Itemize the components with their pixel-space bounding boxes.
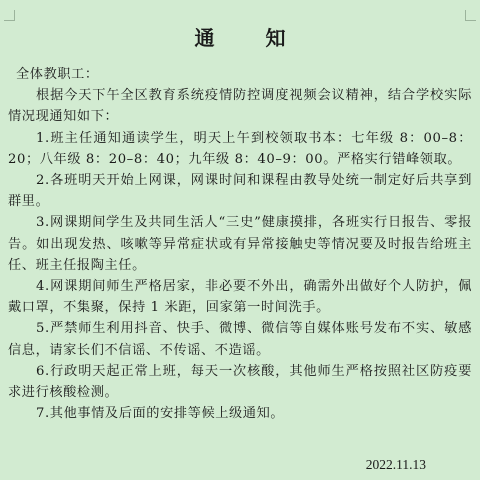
notice-paragraph-6: 6.行政明天起正常上班，每天一次核酸，其他师生严格按照社区防疫要求进行核酸检测。	[8, 363, 472, 401]
notice-title: 通 知	[194, 26, 308, 50]
notice-paragraph-5: 5.严禁师生利用抖音、快手、微博、微信等自媒体账号发布不实、敏感信息，请家长们不信谣、不传谣、不造谣。	[8, 321, 472, 358]
page-corner-mark-left	[4, 10, 15, 21]
notice-paragraph-1: 1.班主任通知通读学生，明天上午到校领取书本：七年级 8：00–8：20；八年级 8：20–8：40；九年级 8：40–9：00。严格实行错峰领取。	[8, 130, 472, 167]
notice-paragraph-intro: 根据今天下午全区教育系统疫情防控调度视频会议精神，结合学校实际情况现通知如下：	[8, 88, 472, 125]
notice-paragraph-2: 2.各班明天开始上网课，网课时间和课程由教导处统一制定好后共享到群里。	[8, 173, 472, 210]
notice-paragraph-4: 4.网课期间师生严格居家，非必要不外出，确需外出做好个人防护，佩戴口罩，不集聚，保持 1 米距，回家第一时间洗手。	[8, 279, 472, 316]
notice-body	[8, 64, 472, 424]
notice-paragraph-7: 7.其他事情及后面的安排等候上级通知。	[36, 406, 285, 422]
page-corner-mark-right	[465, 10, 476, 21]
notice-date: 2022.11.13	[365, 457, 426, 472]
notice-salutation: 全体教职工：	[16, 67, 99, 82]
notice-paragraph-3: 3.网课期间学生及共同生活人“三史”健康摸排，各班实行日报告、零报告。如出现发热、咳嗽等异常症状或有异常接触史等情况要及时报告给班主任、班主任报陶主任。	[8, 215, 472, 273]
